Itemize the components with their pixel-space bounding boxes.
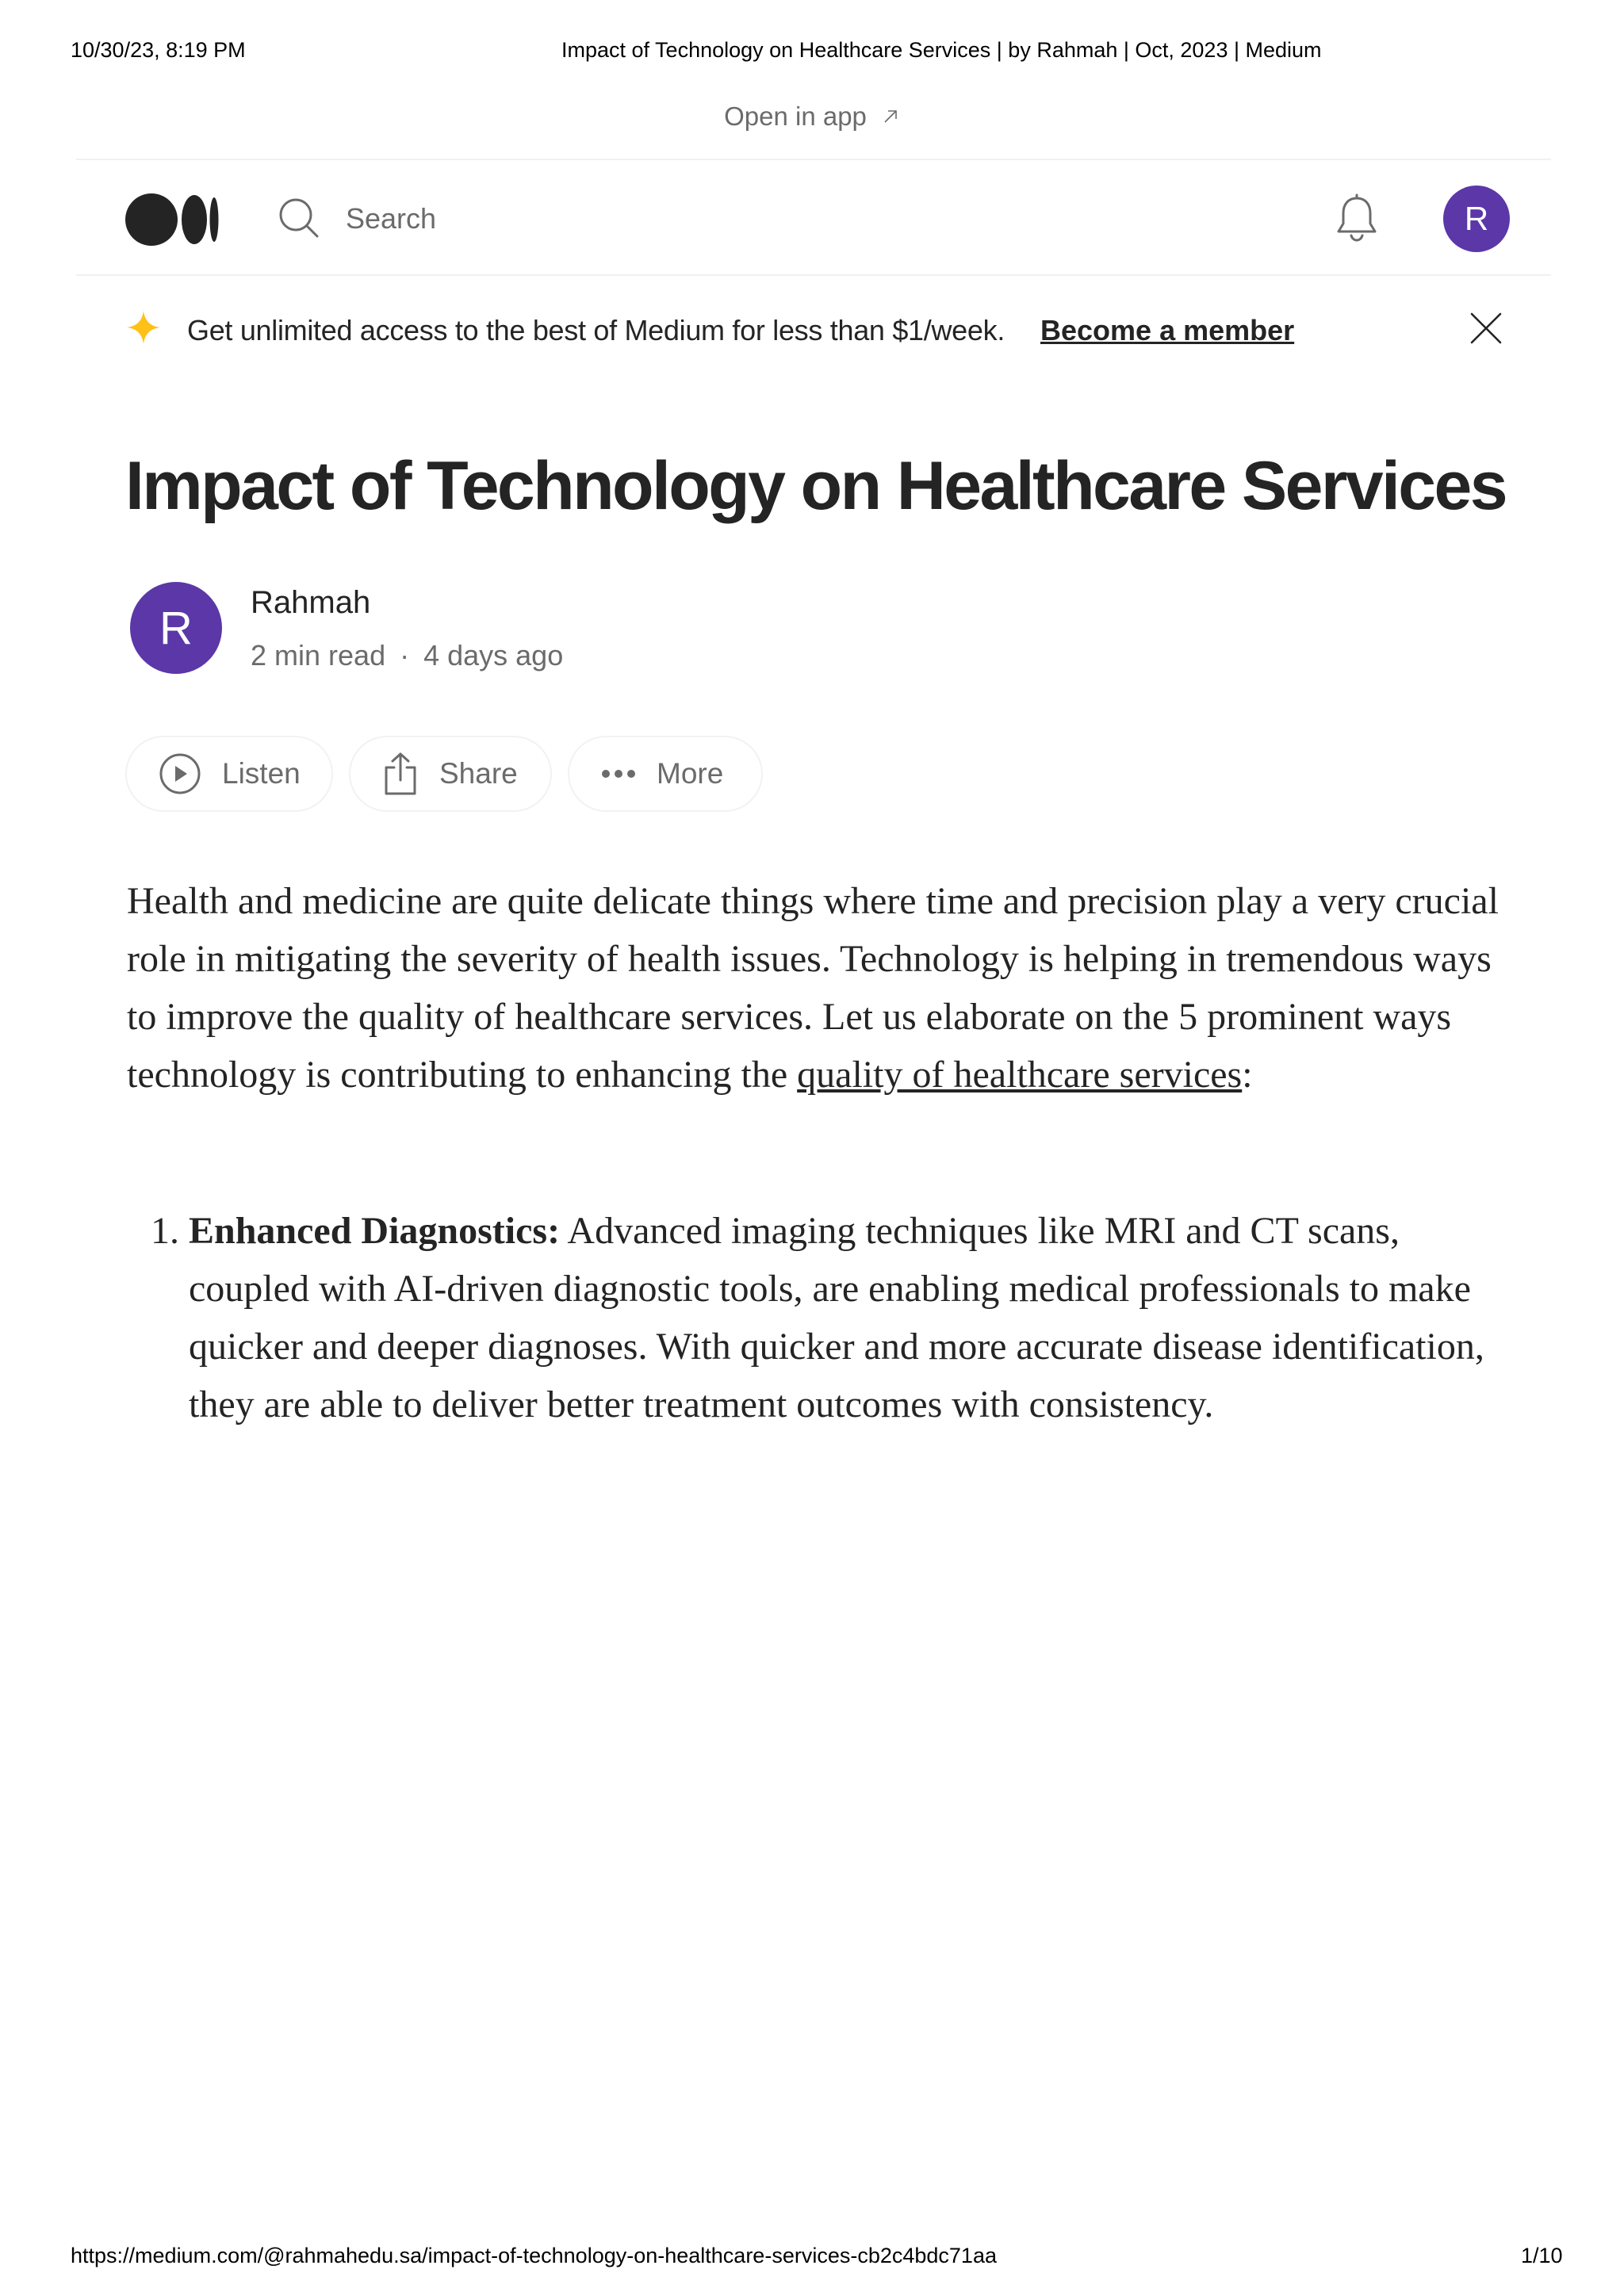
- print-url: https://medium.com/@rahmahedu.sa/impact-of-technology-on-healthcare-services-cb2c4bdc71aa: [71, 2244, 997, 2267]
- medium-logo-icon[interactable]: [125, 193, 219, 246]
- intro-paragraph: [127, 872, 1522, 1104]
- promo-text: Get unlimited access to the best of Medium for less than $1/week.: [187, 314, 1005, 346]
- arrow-up-right-icon: [881, 107, 900, 126]
- author-avatar[interactable]: R: [130, 582, 222, 674]
- search-input[interactable]: [346, 198, 742, 239]
- print-page-title: Impact of Technology on Healthcare Services | by Rahmah | Oct, 2023 | Medium: [561, 38, 1322, 62]
- read-time: 2 min read: [251, 639, 386, 672]
- list-item-heading: Enhanced Diagnostics:: [189, 1210, 561, 1252]
- top-divider: [76, 159, 1551, 160]
- nav-divider: [76, 274, 1551, 276]
- more-label: More: [657, 757, 724, 790]
- share-label: Share: [439, 757, 518, 790]
- share-button[interactable]: [349, 736, 552, 812]
- posted-time: 4 days ago: [423, 639, 564, 672]
- article-list: [127, 1202, 1522, 1433]
- play-icon: [159, 752, 201, 795]
- star-sparkle-icon: [127, 311, 160, 344]
- list-item: [189, 1202, 1522, 1433]
- list-item-text: Advanced imaging techniques like MRI and CT scans, coupled with AI-driven diagnostic tools, are enabling medical professionals to make quicker and deeper diagnoses. With quicker and more accurate disease identification, they are able to deliver better treatment outcomes with consistency.: [189, 1210, 1484, 1425]
- search-icon[interactable]: [278, 197, 320, 239]
- share-icon: [382, 752, 419, 796]
- user-avatar[interactable]: R: [1443, 186, 1510, 252]
- article-meta: [251, 639, 563, 672]
- more-dots-icon: [601, 768, 636, 779]
- more-button[interactable]: [568, 736, 763, 812]
- print-page-number: 1/10: [1521, 2244, 1563, 2267]
- intro-colon: :: [1242, 1054, 1253, 1096]
- article-title: Impact of Technology on Healthcare Services: [125, 448, 1506, 524]
- listen-button[interactable]: [125, 736, 333, 812]
- article-intro: [127, 872, 1522, 1104]
- quality-healthcare-link[interactable]: quality of healthcare services: [797, 1054, 1243, 1096]
- open-in-app-link[interactable]: [0, 101, 1624, 132]
- meta-separator: ·: [400, 639, 410, 672]
- author-name[interactable]: Rahmah: [251, 585, 371, 620]
- close-icon[interactable]: [1469, 311, 1503, 346]
- become-member-link[interactable]: Become a member: [1040, 314, 1295, 346]
- print-datetime: 10/30/23, 8:19 PM: [71, 38, 246, 62]
- intro-text: Health and medicine are quite delicate things where time and precision play a very crucial role in mitigating the severity of health issues. Technology is helping in tremendous ways to improve the quality of healthcare services. Let us elaborate on the 5 prominent ways technology is contributing to enhancing the: [127, 880, 1499, 1096]
- open-in-app-label: Open in app: [724, 101, 867, 131]
- listen-label: Listen: [222, 757, 301, 790]
- notifications-bell-icon[interactable]: [1334, 193, 1380, 243]
